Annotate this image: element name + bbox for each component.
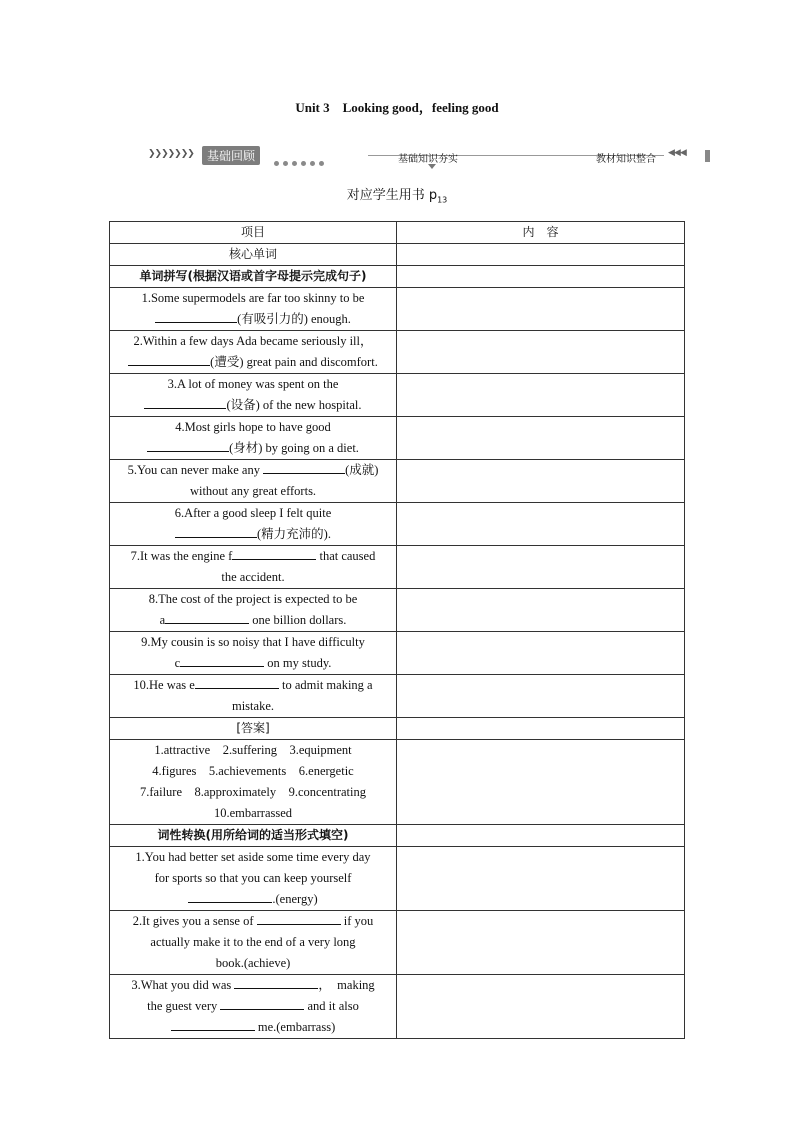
student-book-ref: 对应学生用书 $p_{13}$ — [346, 188, 448, 205]
pointer-triangle-icon — [428, 164, 436, 169]
spelling-item-2: 2.Within a few days Ada became seriously ill， (遭受) great pain and discomfort. — [110, 331, 397, 374]
spelling-item-6: 6.After a good sleep I felt quite (精力充沛的). — [110, 503, 397, 546]
table-row — [110, 847, 685, 911]
spelling-item-3: 3.A lot of money was spent on the (设备) of the new hospital. — [110, 374, 397, 417]
spelling-item-4: 4.Most girls hope to have good (身材) by going on a diet. — [110, 417, 397, 460]
banner-right-label: 教材知识整合 — [596, 154, 656, 165]
spelling-item-1: 1.Some supermodels are far too skinny to be (有吸引力的) enough. — [110, 288, 397, 331]
content-table — [109, 221, 685, 1039]
section-badge: 基础回顾 — [202, 146, 260, 165]
spelling-item-7: 7.It was the engine f that caused the accident. — [110, 546, 397, 589]
table-header-row — [110, 222, 685, 244]
wordform-item-2: 2.It gives you a sense of if you actually make it to the end of a very long book.(achieve) — [110, 911, 397, 975]
subsection-row — [110, 266, 685, 288]
page-title: Unit 3 Looking good，feeling good — [295, 100, 499, 115]
answer-label-row — [110, 718, 685, 740]
banner-end-bar — [705, 150, 710, 162]
section-vocab: 核心单词 — [110, 244, 397, 266]
table-row — [110, 503, 685, 546]
banner-mid-label: 基础知识夯实 — [398, 154, 458, 165]
spelling-item-9: 9.My cousin is so noisy that I have difficulty c on my study. — [110, 632, 397, 675]
table-row — [110, 975, 685, 1039]
table-row — [110, 911, 685, 975]
table-row — [110, 632, 685, 675]
wordform-item-3: 3.What you did was ， making the guest very and it also me.(embarrass) — [110, 975, 397, 1039]
table-row — [110, 331, 685, 374]
sub-spelling: 单词拼写(根据汉语或首字母提示完成句子) — [110, 266, 397, 288]
forward-arrows-icon: ❯❯❯❯❯❯❯ — [148, 149, 194, 159]
spelling-item-5: 5.You can never make any (成就) without any great efforts. — [110, 460, 397, 503]
spelling-item-10: 10.He was e to admit making a mistake. — [110, 675, 397, 718]
spelling-item-8: 8.The cost of the project is expected to be a one billion dollars. — [110, 589, 397, 632]
table-row — [110, 288, 685, 331]
subsection-row — [110, 825, 685, 847]
back-arrows-icon: ◀◀◀ — [668, 148, 686, 158]
wordform-item-1: 1.You had better set aside some time every day for sports so that you can keep yourself .(energy) — [110, 847, 397, 911]
table-row — [110, 374, 685, 417]
table-row — [110, 675, 685, 718]
table-row — [110, 546, 685, 589]
answers-row — [110, 740, 685, 825]
answer-label: [答案] — [110, 718, 397, 740]
table-row — [110, 417, 685, 460]
sub-wordform: 词性转换(用所给词的适当形式填空) — [110, 825, 397, 847]
table-row — [110, 460, 685, 503]
header-col-content: 内 容 — [397, 222, 685, 244]
table-row — [110, 589, 685, 632]
answers-list: 1.attractive 2.suffering 3.equipment 4.figures 5.achievements 6.energetic 7.failure 8.approximately 9.concentrating 10.embarrassed — [110, 740, 397, 825]
progress-dots-icon — [274, 153, 328, 171]
section-row — [110, 244, 685, 266]
section-banner — [148, 146, 710, 168]
header-col-item: 项目 — [110, 222, 397, 244]
